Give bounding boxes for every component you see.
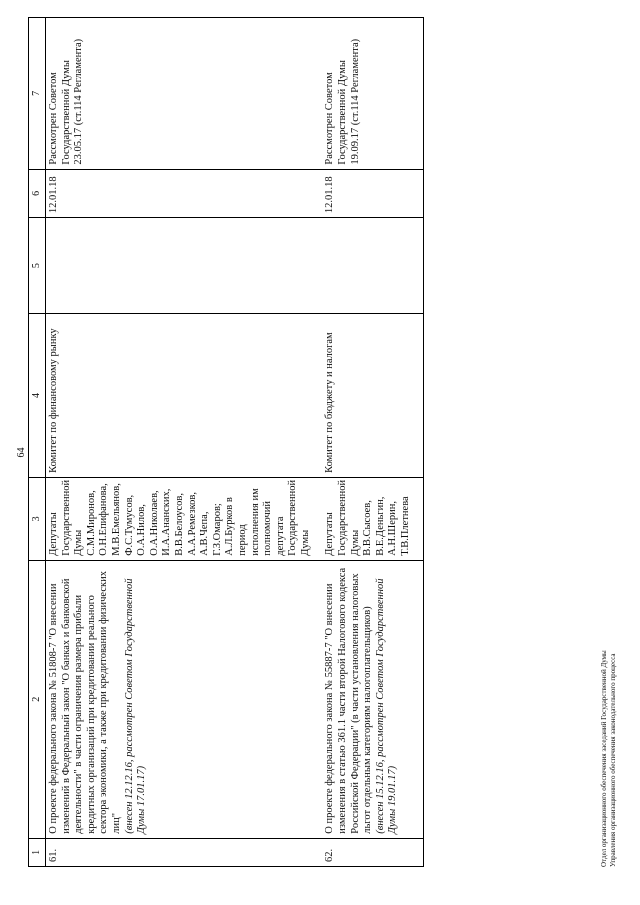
column-header: 1 <box>29 838 46 866</box>
bill-description <box>322 560 423 838</box>
column-5-cell <box>322 218 423 314</box>
date-cell: 12.01.18 <box>46 169 323 218</box>
table-header-row <box>29 18 46 867</box>
responsible-committee: Комитет по бюджету и налогам <box>322 314 423 478</box>
bill-authors: Депутаты Государственной Думы С.М.Миронов, О.Н.Епифанова, М.В.Емельянов, Ф.С.Тумусов, О.А.Нилов, О.А.Николаев, И.А.Ананских, В.В.Белоусов, А.А.Ремезков, А.В.Чепа, Г.З.Омаров; А.Л.Бурков в период исполнения им полномочий депутата Государственной Думы <box>46 477 323 560</box>
column-header: 6 <box>29 169 46 218</box>
bill-note: (внесен 12.12.16, рассмотрен Советом Государственной Думы 17.01.17) <box>123 578 148 834</box>
column-header: 7 <box>29 18 46 170</box>
bill-authors: Депутаты Государственной Думы В.В.Сысоев, В.Е.Деньгин, А.Н.Шерин, Т.В.Плетнева <box>322 477 423 560</box>
footer-note <box>600 650 618 867</box>
responsible-committee: Комитет по финансовому рынку <box>46 314 323 478</box>
page-number: 64 <box>16 447 27 458</box>
date-cell: 12.01.18 <box>322 169 423 218</box>
status-cell: Рассмотрен Советом Государственной Думы 23.05.17 (ст.114 Регламента) <box>46 18 323 170</box>
column-5-cell <box>46 218 323 314</box>
bill-title: О проекте федерального закона № 55887-7 "О внесении изменения в статью 361.1 части второй Налогового кодекса Российской Федерации" (в части установления налоговых льгот отдельным категориям налогоплательщиков) <box>324 567 374 834</box>
column-header: 4 <box>29 314 46 478</box>
footer-line: Управления организационного обеспечения законодательного процесса <box>608 653 617 867</box>
column-header: 5 <box>29 218 46 314</box>
column-header: 3 <box>29 477 46 560</box>
table-row <box>322 18 423 867</box>
bills-table <box>28 17 424 867</box>
status-cell: Рассмотрен Советом Государственной Думы 19.09.17 (ст.114 Регламента) <box>322 18 423 170</box>
bill-description <box>46 560 323 838</box>
bill-note: (внесен 15.12.16, рассмотрен Советом Государственной Думы 19.01.17) <box>374 578 399 834</box>
row-number: 61. <box>46 838 323 866</box>
table-row <box>46 18 323 867</box>
row-number: 62. <box>322 838 423 866</box>
column-header: 2 <box>29 560 46 838</box>
footer-line: Отдел организационного обеспечения заседаний Государственной Думы <box>600 650 608 867</box>
bill-title: О проекте федерального закона № 51808-7 "О внесении изменений в Федеральный закон "О банках и банковской деятельности" в части ограничения размера прибыли кредитных организаций при кредитовании реального сектора экономики, а также при кредитовании физических лиц" <box>48 571 122 834</box>
